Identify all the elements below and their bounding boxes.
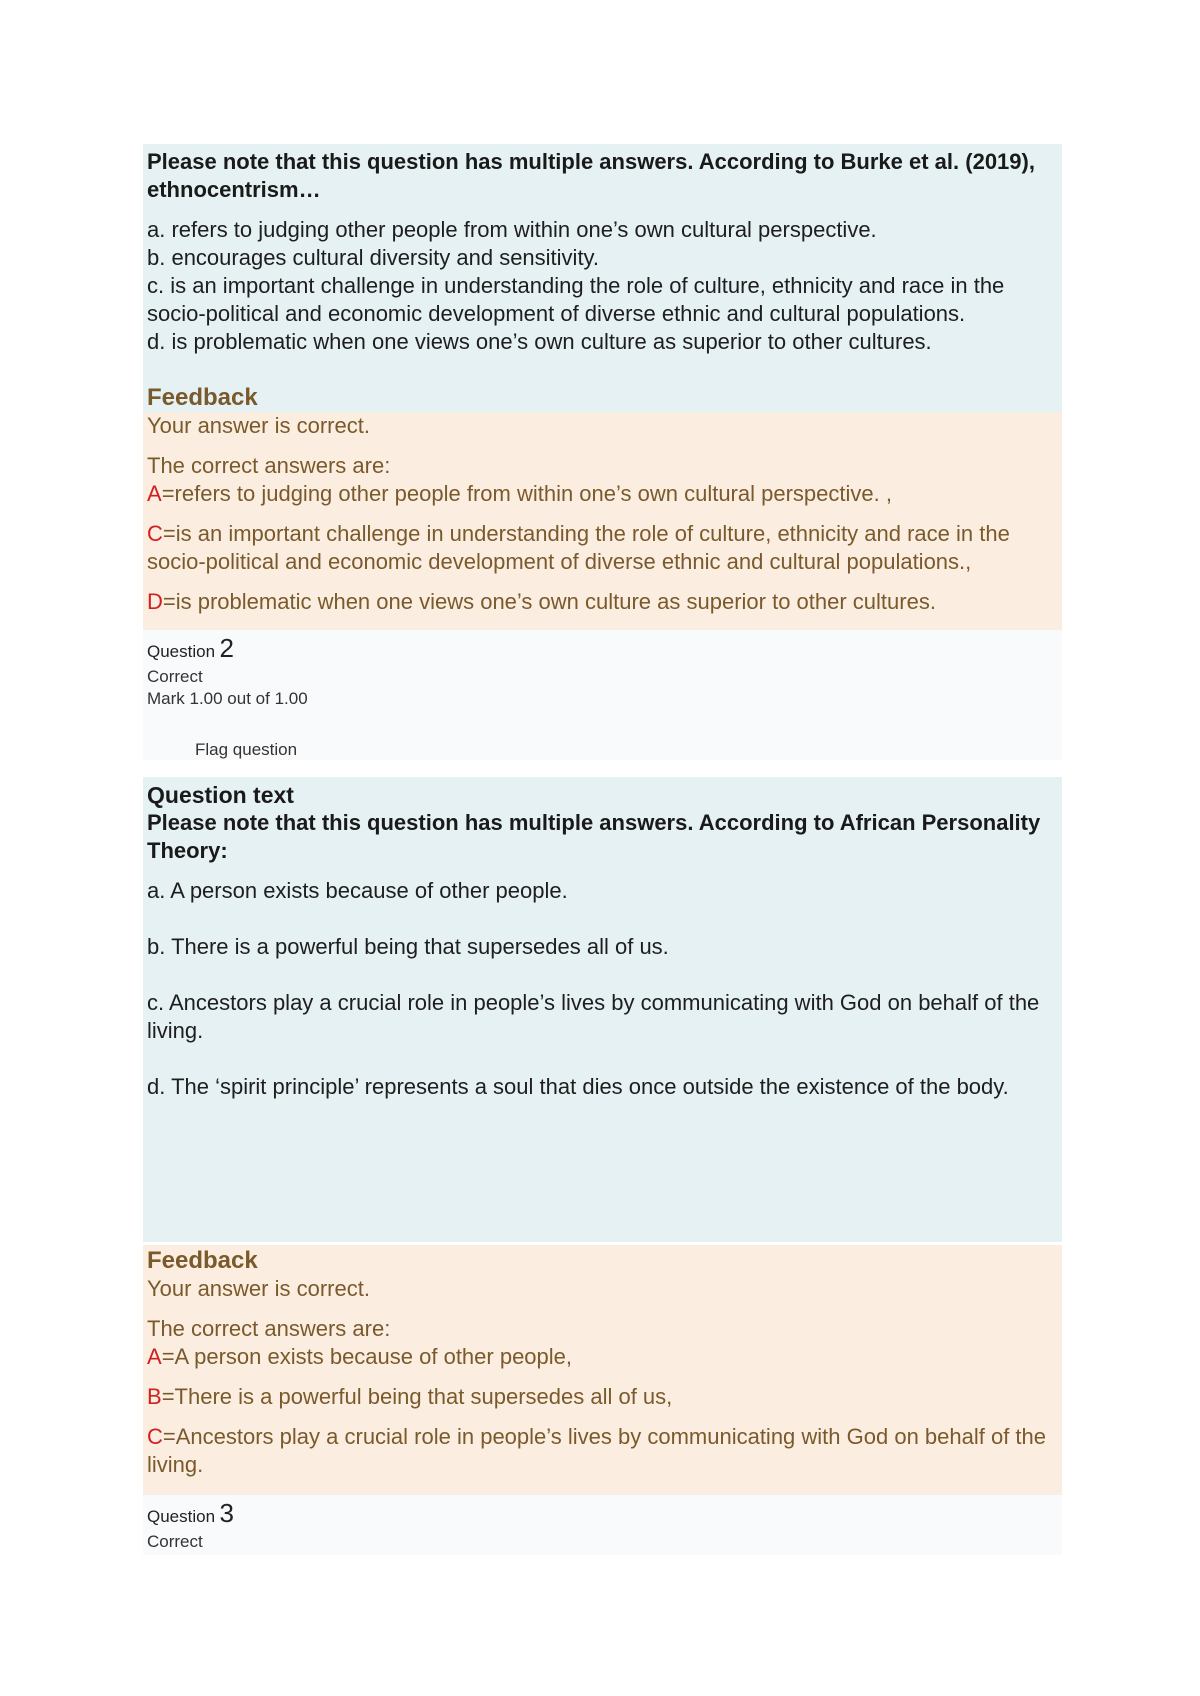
q1-prompt: Please note that this question has multiple answers. According to Burke et al. (2019), ethnocentrism… xyxy=(147,149,1035,202)
q2-answer-a xyxy=(147,1343,1057,1371)
q2-mark: Mark 1.00 out of 1.00 xyxy=(147,689,308,708)
q2-option-a: a. A person exists because of other people. xyxy=(147,878,568,903)
q1-option-b: b. encourages cultural diversity and sensitivity. xyxy=(147,245,600,270)
question-label: Question xyxy=(147,642,216,661)
answer-letter: A xyxy=(147,481,162,506)
q2-number xyxy=(147,633,234,664)
answer-text: =is problematic when one views one’s own culture as superior to other cultures. xyxy=(162,589,936,614)
q1-feedback-result: Your answer is correct. xyxy=(147,413,370,438)
q2-info xyxy=(143,630,1062,760)
q2-answer-c xyxy=(147,1423,1059,1479)
q2-prompt: Please note that this question has multiple answers. According to African Personality Theory: xyxy=(147,810,1041,863)
q2-feedback-result: Your answer is correct. xyxy=(147,1276,370,1301)
q3-number xyxy=(147,1498,234,1529)
answer-text: =refers to judging other people from within one’s own cultural perspective. , xyxy=(161,481,892,506)
answer-text: =A person exists because of other people, xyxy=(161,1344,573,1369)
q2-answer-b xyxy=(147,1383,1057,1411)
q1-feedback-heading: Feedback xyxy=(147,384,258,411)
question-number: 2 xyxy=(219,633,234,663)
q2-correct-intro: The correct answers are: xyxy=(147,1316,391,1341)
q2-feedback-heading: Feedback xyxy=(147,1247,258,1274)
q1-option-a: a. refers to judging other people from within one’s own cultural perspective. xyxy=(147,217,877,242)
q1-option-d: d. is problematic when one views one’s own culture as superior to other cultures. xyxy=(147,329,932,354)
q1-answer-a xyxy=(147,480,1057,508)
q2-text-heading: Question text xyxy=(147,782,294,808)
question-number: 3 xyxy=(219,1498,234,1528)
q1-feedback xyxy=(143,412,1062,630)
q2-status: Correct xyxy=(147,667,203,686)
answer-text: =Ancestors play a crucial role in people’s lives by communicating with God on behalf of the living. xyxy=(147,1424,1047,1477)
q1-correct-intro: The correct answers are: xyxy=(147,453,391,478)
flag-question-link[interactable]: Flag question xyxy=(195,740,298,759)
answer-letter: A xyxy=(147,1344,162,1369)
q1-answer-c xyxy=(147,520,1059,576)
question-label: Question xyxy=(147,1507,216,1526)
q3-status: Correct xyxy=(147,1532,203,1551)
q3-info xyxy=(143,1495,1062,1555)
answer-letter: C xyxy=(147,521,163,546)
q2-question-text xyxy=(143,777,1062,1242)
answer-text: =There is a powerful being that supersedes all of us, xyxy=(161,1384,673,1409)
q1-question-text xyxy=(143,144,1062,412)
q2-feedback xyxy=(143,1245,1062,1495)
q2-option-b: b. There is a powerful being that supersedes all of us. xyxy=(147,934,669,959)
answer-letter: C xyxy=(147,1424,163,1449)
answer-letter: B xyxy=(147,1384,162,1409)
q1-answer-d xyxy=(147,588,1057,616)
q1-option-c: c. is an important challenge in understanding the role of culture, ethnicity and race in the socio-political and economic development of diverse ethnic and cultural populations. xyxy=(147,273,1005,326)
answer-text: =is an important challenge in understanding the role of culture, ethnicity and race in the socio-political and economic development of diverse ethnic and cultural populations., xyxy=(147,521,1010,574)
q2-option-d: d. The ‘spirit principle’ represents a soul that dies once outside the existence of the body. xyxy=(147,1074,1009,1099)
q2-option-c: c. Ancestors play a crucial role in people’s lives by communicating with God on behalf of the living. xyxy=(147,990,1040,1043)
answer-letter: D xyxy=(147,589,163,614)
